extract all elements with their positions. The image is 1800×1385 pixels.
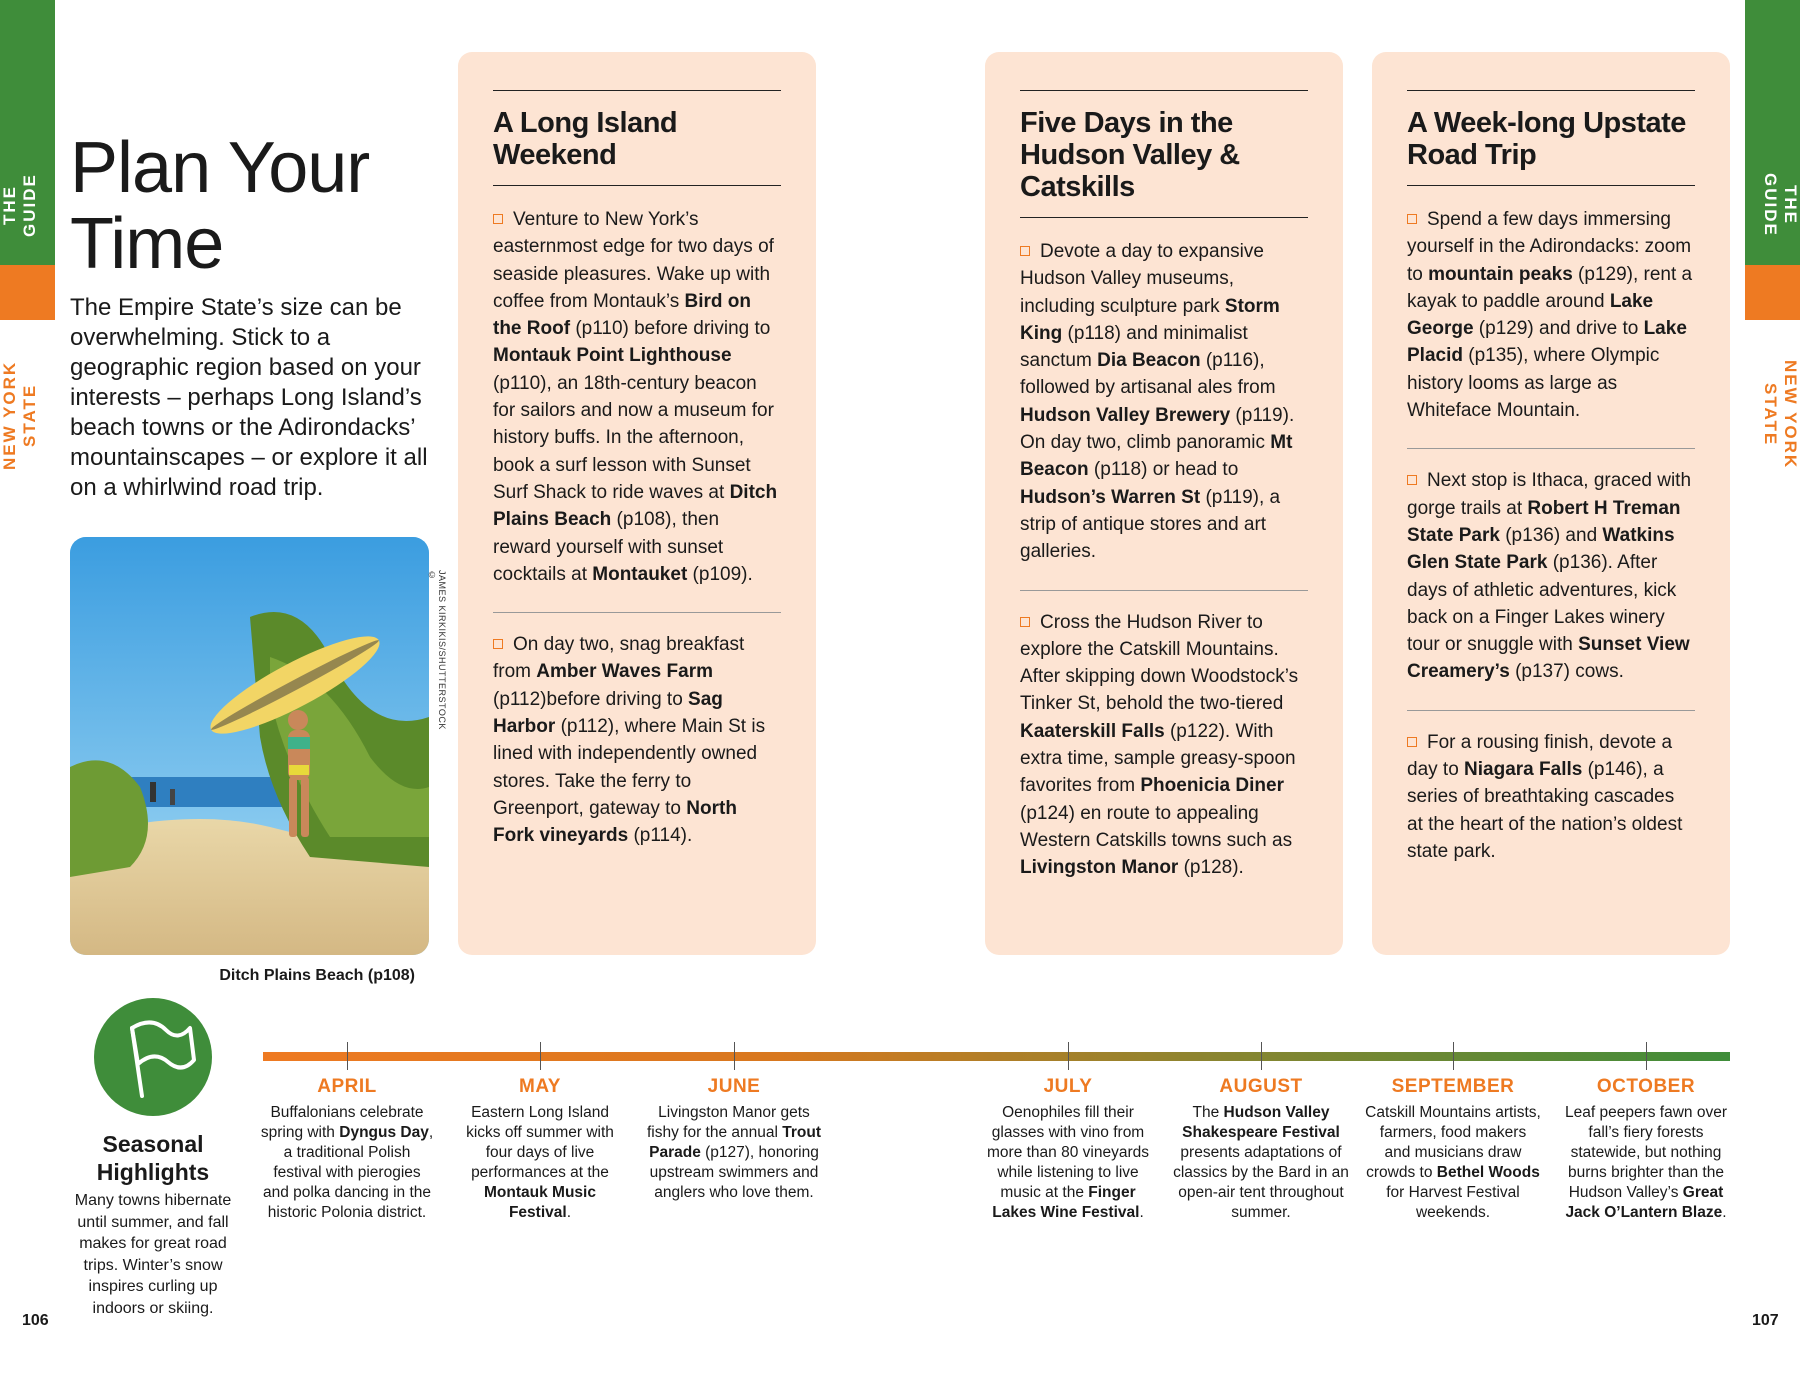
place-name: Watkins Glen State Park: [1407, 524, 1675, 574]
month-event-july: Oenophiles fill their glasses with vino from more than 80 vineyards while listening to live music at the Finger Lakes Wine Festival.: [987, 1104, 1149, 1221]
month-label-july: JULY: [1043, 1076, 1093, 1097]
place-name: Livingston Manor: [1020, 857, 1179, 879]
intro-text: The Empire State’s size can be overwhelming. Stick to a geographic region based on your interests – perhaps Long Island’s beach towns or the Adirondacks’ mountainscapes – or explore it all on a whirlwind road trip.: [70, 294, 428, 501]
itinerary-card-long-island: [458, 52, 816, 955]
place-name: Niagara Falls: [1464, 759, 1583, 781]
place-name: Montauket: [592, 563, 688, 585]
month-event-april: Buffalonians celebrate spring with Dyngus Day, a traditional Polish festival with pierogies and polka dancing in the historic Polonia district.: [260, 1104, 434, 1221]
month-label-august: AUGUST: [1219, 1076, 1303, 1097]
itinerary-card-upstate-road-trip: [1372, 52, 1730, 955]
place-name: Ditch Plains Beach: [493, 481, 778, 531]
place-name: Hudson Valley Brewery: [1020, 404, 1231, 426]
bullet-square-icon: [1020, 246, 1030, 256]
month-label-september: SEPTEMBER: [1391, 1076, 1515, 1097]
bullet-square-icon: [1020, 617, 1030, 627]
bullet-square-icon: [1407, 737, 1417, 747]
beach-photo-illustration: [70, 537, 429, 955]
itinerary-paragraph: Devote a day to expansive Hudson Valley museums, including sculpture park Storm King (p118) and minimalist sanctum Dia Beacon (p116), followed by artisanal ales from Hudson Valley Brewery (p119). On day two, climb panoramic Mt Beacon (p118) or head to Hudson’s Warren St (p119), a strip of antique stores and art galleries.: [1020, 241, 1295, 563]
month-event-may: Eastern Long Island kicks off summer with four days of live performances at the Montauk Music Festival.: [466, 1104, 614, 1221]
place-name: Sag Harbor: [493, 688, 723, 738]
bullet-square-icon: [1407, 214, 1417, 224]
place-name: Robert H Treman State Park: [1407, 497, 1681, 546]
bullet-square-icon: [493, 639, 503, 649]
place-name: Storm King: [1020, 295, 1280, 344]
place-name: Mt Beacon: [1020, 432, 1293, 481]
itinerary-paragraph: Cross the Hudson River to explore the Catskill Mountains. After skipping down Woodstock’s Tinker St, behold the two-tiered Kaaterskill Falls (p122). With extra time, sample greasy-spoon favorites from Phoenicia Diner (p124) en route to appealing Western Catskills towns such as Livingston Manor (p128).: [1020, 611, 1299, 879]
place-name: Finger Lakes Wine Festival: [992, 1184, 1140, 1221]
place-name: Sunset View Creamery’s: [1407, 634, 1690, 683]
month-label-april: APRIL: [317, 1076, 377, 1097]
place-name: Lake Placid: [1407, 318, 1687, 367]
place-name: Phoenicia Diner: [1140, 775, 1284, 797]
timeline-tick: [347, 1042, 348, 1070]
itinerary-card-hudson-valley: [985, 52, 1343, 955]
place-name: Dia Beacon: [1097, 350, 1201, 372]
month-event-june: Livingston Manor gets fishy for the annual Trout Parade (p127), honoring upstream swimmers and anglers who love them.: [646, 1104, 822, 1201]
itinerary-paragraph: Venture to New York’s easternmost edge for two days of seaside pleasures. Wake up with coffee from Montauk’s Bird on the Roof (p110) before driving to Montauk Point Lighthouse (p110), an 18th-century beacon for sailors and now a museum for history buffs. In the afternoon, book a surf lesson with Sunset Surf Shack to ride waves at Ditch Plains Beach (p108), then reward yourself with sunset cocktails at Montauket (p109).: [493, 209, 778, 585]
month-label-may: MAY: [519, 1076, 561, 1097]
timeline-tick: [1453, 1042, 1454, 1070]
seasonal-title: Seasonal Highlights: [96, 1131, 210, 1185]
paragraph-divider: [1020, 590, 1308, 591]
place-name: Amber Waves Farm: [536, 661, 713, 683]
place-name: Trout Parade: [649, 1124, 822, 1161]
place-name: Lake George: [1407, 290, 1654, 340]
beach-photo: [70, 537, 429, 955]
side-tab-state-label-right: NEW YORK STATE: [1761, 360, 1800, 470]
paragraph-divider: [493, 612, 781, 613]
timeline-tick: [1068, 1042, 1069, 1070]
card-title: Five Days in the Hudson Valley & Catskills: [1020, 107, 1240, 203]
month-event-august: The Hudson Valley Shakespeare Festival presents adaptations of classics by the Bard in an open-air tent throughout summer.: [1173, 1104, 1349, 1221]
place-name: Kaaterskill Falls: [1020, 720, 1165, 742]
timeline-tick: [540, 1042, 541, 1070]
side-tab-guide-label: THE GUIDE: [0, 173, 39, 237]
place-name: North Fork vineyards: [493, 797, 737, 847]
flag-icon: [94, 998, 212, 1116]
place-name: Montauk Point Lighthouse: [493, 345, 732, 367]
itinerary-paragraph: Spend a few days immersing yourself in the Adirondacks: zoom to mountain peaks (p129), rent a kayak to paddle around Lake George (p129) and drive to Lake Placid (p135), where Olympic history looms as large as Whiteface Mountain.: [1407, 209, 1693, 422]
itinerary-paragraph: On day two, snag breakfast from Amber Waves Farm (p112)before driving to Sag Harbor (p112), where Main St is lined with independently owned stores. Take the ferry to Greenport, gateway to North Fork vineyards (p114).: [493, 634, 766, 847]
photo-credit: JAMES KIRKIKIS/SHUTTERSTOCK ©: [427, 570, 447, 730]
timeline-tick: [1261, 1042, 1262, 1070]
timeline-tick: [734, 1042, 735, 1070]
seasonal-text: Many towns hibernate until summer, and fall makes for great road trips. Winter’s snow inspires curling up indoors or skiing.: [74, 1192, 232, 1317]
page-number-left: 106: [22, 1312, 49, 1329]
itinerary-paragraph: Next stop is Ithaca, graced with gorge trails at Robert H Treman State Park (p136) and Watkins Glen State Park (p136). After days of athletic adventures, kick back on a Finger Lakes winery tour or snuggle with Sunset View Creamery’s (p137) cows.: [1407, 470, 1692, 683]
timeline-tick: [1646, 1042, 1647, 1070]
page-title: Plan Your Time: [70, 128, 370, 284]
side-tab-state-label: NEW YORK STATE: [0, 360, 39, 470]
place-name: mountain peaks: [1428, 263, 1573, 285]
bullet-square-icon: [493, 214, 503, 224]
side-tab-guide-label-right: THE GUIDE: [1761, 173, 1800, 237]
itinerary-paragraph: For a rousing finish, devote a day to Niagara Falls (p146), a series of breathtaking cascades at the heart of the nation’s oldest state park.: [1407, 731, 1683, 862]
photo-caption: Ditch Plains Beach (p108): [219, 967, 415, 984]
card-title: A Long Island Weekend: [493, 107, 678, 171]
place-name: Dyngus Day: [339, 1124, 429, 1141]
place-name: Montauk Music Festival: [484, 1184, 596, 1221]
place-name: Bird on the Roof: [493, 290, 752, 340]
card-title: A Week-long Upstate Road Trip: [1407, 107, 1686, 171]
place-name: Hudson Valley Shakespeare Festival: [1182, 1104, 1340, 1141]
page-number-right: 107: [1752, 1312, 1779, 1329]
place-name: Hudson’s Warren St: [1020, 486, 1201, 508]
month-event-september: Catskill Mountains artists, farmers, food makers and musicians draw crowds to Bethel Woods for Harvest Festival weekends.: [1365, 1104, 1541, 1221]
paragraph-divider: [1407, 710, 1695, 711]
month-event-october: Leaf peepers fawn over fall’s fiery forests statewide, but nothing burns brighter than the Hudson Valley’s Great Jack O’Lantern Blaze.: [1565, 1104, 1727, 1221]
bullet-square-icon: [1407, 475, 1417, 485]
paragraph-divider: [1407, 448, 1695, 449]
place-name: Great Jack O’Lantern Blaze: [1565, 1184, 1724, 1221]
month-label-october: OCTOBER: [1596, 1076, 1696, 1097]
place-name: Bethel Woods: [1436, 1164, 1540, 1181]
timeline-bar: [263, 1052, 1730, 1061]
month-label-june: JUNE: [707, 1076, 761, 1097]
